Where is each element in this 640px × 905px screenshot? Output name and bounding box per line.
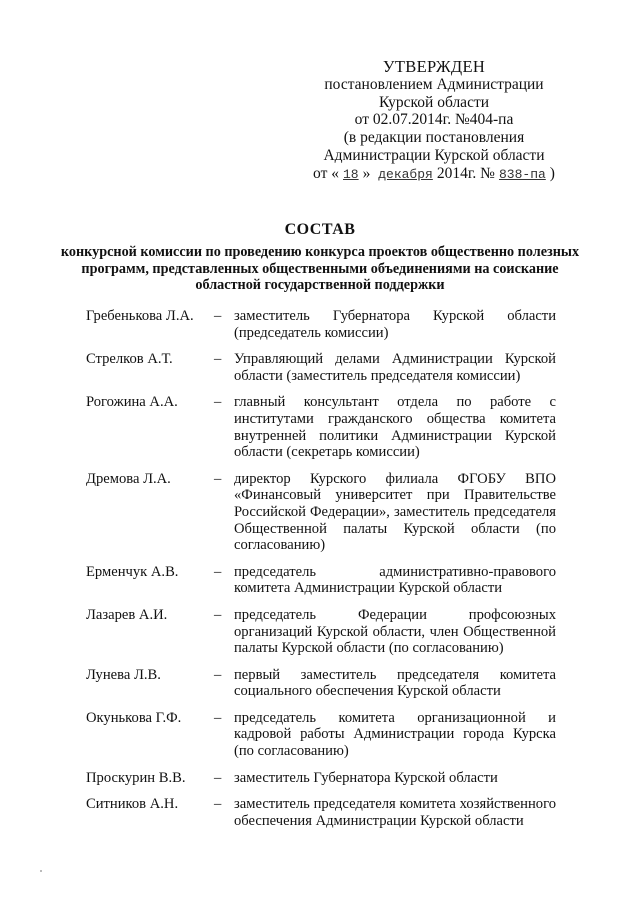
member-role: первый заместитель председателя комитета социального обеспечения Курской области: [234, 666, 556, 700]
approval-line: (в редакции постановления: [343, 129, 525, 147]
member-row: [86, 607, 556, 657]
member-role: заместитель Губернатора Курской области: [234, 769, 498, 786]
member-name: Лазарев А.И.: [86, 606, 168, 623]
member-row: [86, 351, 556, 384]
approval-line: от 02.07.2014г. №404-па: [354, 111, 514, 129]
member-dash: –: [214, 666, 222, 683]
approval-heading: УТВЕРЖДЕН: [382, 57, 486, 76]
member-name: Ситников А.Н.: [86, 796, 179, 813]
member-role: председатель административно-правового комитета Администрации Курской области: [234, 563, 556, 597]
member-row: [86, 796, 556, 829]
member-row: [86, 471, 556, 554]
member-name: Проскурин В.В.: [86, 769, 186, 786]
member-dash: –: [214, 470, 222, 487]
member-name: Окунькова Г.Ф.: [86, 709, 182, 726]
member-role: председатель комитета организационной и кадровой работы Администрации города Курска (по согласованию): [234, 709, 556, 760]
member-name: Гребенькова Л.А.: [86, 308, 194, 324]
member-name: Рогожина А.А.: [86, 394, 178, 411]
title-block: [60, 220, 580, 294]
members-list: [86, 308, 556, 839]
approval-date-line: [300, 165, 568, 184]
approval-block: [300, 58, 568, 184]
member-dash: –: [214, 606, 222, 623]
date-mid: »: [362, 164, 371, 182]
member-dash: –: [214, 394, 222, 411]
member-role: главный консультант отдела по работе с институтами гражданского общества комитета внутренней политики Администрации Курской области (секретарь комиссии): [234, 394, 556, 461]
member-role: председатель Федерации профсоюзных организаций Курской области, член Общественной палаты Курской области (по согласованию): [234, 606, 556, 657]
member-name: Ерменчук А.В.: [86, 563, 179, 580]
member-dash: –: [214, 796, 222, 813]
scan-artifact: [40, 870, 42, 872]
approval-line: постановлением Администрации: [324, 75, 544, 93]
member-role: заместитель Губернатора Курской области (председатель комиссии): [234, 308, 556, 341]
date-day: 18: [342, 166, 359, 182]
member-name: Стрелков А.Т.: [86, 351, 173, 368]
date-prefix: от «: [313, 164, 339, 182]
member-name: Лунева Л.В.: [86, 666, 161, 683]
approval-line: Администрации Курской области: [323, 146, 545, 164]
member-name: Дремова Л.А.: [86, 470, 171, 487]
member-dash: –: [214, 351, 222, 368]
date-number: 838-па: [498, 166, 546, 182]
member-dash: –: [214, 563, 222, 580]
member-role: Управляющий делами Администрации Курской области (заместитель председателя комиссии): [234, 351, 556, 384]
member-row: [86, 770, 556, 787]
member-dash: –: [214, 709, 222, 726]
approval-line: Курской области: [378, 93, 490, 111]
document-subtitle: конкурсной комиссии по проведению конкурса проектов общественно полезных программ, представленных общественными объединениями на соискание областной государственной поддержки: [60, 244, 580, 293]
date-year: 2014г. №: [436, 164, 495, 182]
member-row: [86, 710, 556, 760]
document-title: СОСТАВ: [284, 221, 356, 238]
member-row: [86, 564, 556, 597]
member-row: [86, 667, 556, 700]
member-row: [86, 394, 556, 460]
member-role: директор Курского филиала ФГОБУ ВПО «Финансовый университет при Правительстве Российской Федерации», заместитель председателя Общественной палаты Курской области (по согласованию): [234, 470, 556, 554]
date-month: декабря: [378, 166, 433, 182]
date-suffix: ): [549, 164, 555, 182]
member-dash: –: [214, 769, 222, 786]
member-dash: –: [214, 308, 222, 324]
member-role: заместитель председателя комитета хозяйственного обеспечения Администрации Курской области: [234, 796, 556, 829]
member-row: [86, 308, 556, 341]
